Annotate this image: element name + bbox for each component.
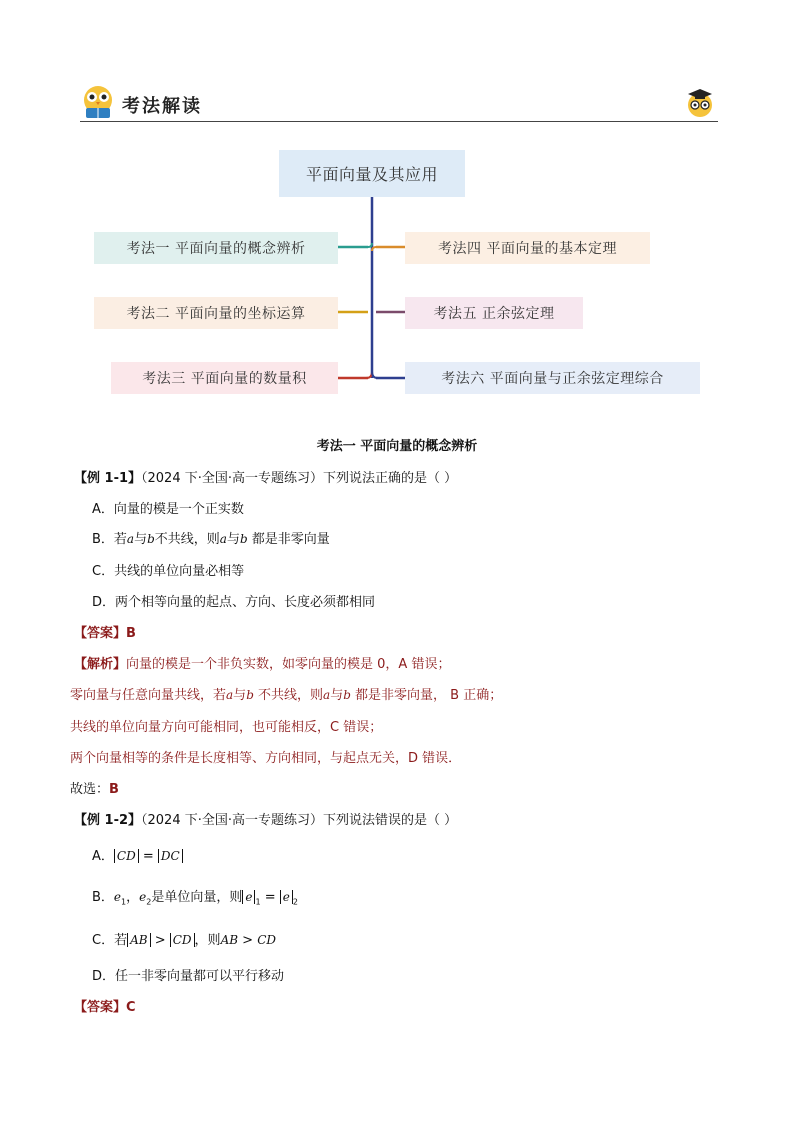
vector-e2-magnitude: e [280,890,293,904]
mindmap-branch-6: 考法六 平面向量与正余弦定理综合 [405,362,700,394]
header-title: 考法解读 [122,96,202,117]
vector-b: b [246,688,254,702]
choose-line [70,778,119,797]
vector-cd: CD [257,933,277,947]
option-c: C．若 AB > CD ，则AB > CD [92,933,277,948]
vector-b: b [343,688,351,702]
example-tag: 【例 1-1】 [74,471,142,486]
vector-b: b [239,532,248,546]
analysis-text: 与 [233,688,247,703]
section-title: 考法一 平面向量的概念辨析 [316,439,478,454]
option-c-text: ，则 [194,933,221,948]
example-1-2-heading [74,809,457,828]
analysis-text: 与 [330,688,344,703]
option-b: B．$e_1$，$e_2$是单位向量，则 e $_1$ = e $_2$ [92,890,298,907]
option-b-prefix: B．若 [92,532,127,547]
answer-value: C [126,1000,136,1015]
analysis-line-1 [74,653,450,672]
vector-a: a [323,688,331,702]
option-b [92,528,330,547]
vector-ab-magnitude: AB [127,933,150,947]
example-source: （2024 下·全国·高一专题练习）下列说法错误的是（ ） [141,813,458,828]
vector-a: a [219,532,227,546]
choose-value: B [109,782,119,797]
vector-dc-magnitude: DC [158,849,183,863]
choose-label: 故选： [70,782,110,797]
answer-line [74,622,136,641]
analysis-line-4: 两个向量相等的条件是长度相等、方向相同，与起点无关，D 错误． [70,751,462,766]
option-d: D．两个相等向量的起点、方向、长度必须都相同 [92,595,376,610]
option-b-text: 是单位向量，则 [151,890,243,905]
analysis-text: 向量的模是一个非负实数，如零向量的模是 0，A 错误； [126,657,451,672]
vector-e1-magnitude: e [242,890,255,904]
vector-e1: e [113,890,122,904]
answer-value: B [126,626,136,641]
mindmap-branch-4: 考法四 平面向量的基本定理 [405,232,650,264]
vector-a: a [126,532,135,546]
option-b-text: 不共线，则 [154,532,220,547]
mindmap-branch-5: 考法五 正余弦定理 [405,297,583,329]
vector-e2: e [139,890,147,904]
analysis-line-3: 共线的单位向量方向可能相同，也可能相反，C 错误； [70,720,383,735]
answer-label: 【答案】 [74,626,127,641]
example-1-1-heading [74,467,457,486]
option-a: A．向量的模是一个正实数 [92,502,244,517]
vector-b: b [147,532,155,546]
vector-cd-magnitude: CD [170,933,195,947]
vector-a: a [226,688,234,702]
vector-ab: AB [220,933,239,947]
option-b-text: 与 [226,532,240,547]
analysis-label: 【解析】 [74,657,127,672]
mindmap-connectors [0,0,794,420]
mindmap-root: 平面向量及其应用 [279,150,465,197]
analysis-line-2 [70,684,502,703]
option-b-text: 与 [134,532,148,547]
answer-label: 【答案】 [74,1000,127,1015]
analysis-text: 不共线，则 [258,688,324,703]
option-b-text: 都是非零向量 [251,532,330,547]
example-source: （2024 下·全国·高一专题练习）下列说法正确的是（ ） [141,471,458,486]
option-a: A． CD = DC [92,845,183,864]
option-d: D．任一非零向量都可以平行移动 [92,969,285,984]
mindmap-branch-2: 考法二 平面向量的坐标运算 [94,297,338,329]
option-c: C．共线的单位向量必相等 [92,564,245,579]
option-label: C．若 [92,933,128,948]
analysis-text: 都是非零向量， B 正确； [355,688,503,703]
mindmap-branch-1: 考法一 平面向量的概念辨析 [94,232,338,264]
example-tag: 【例 1-2】 [74,813,142,828]
answer-line [74,996,136,1015]
vector-cd-magnitude: CD [114,849,139,863]
analysis-text: 零向量与任意向量共线，若 [70,688,227,703]
option-label: B． [92,890,114,905]
option-label: A． [92,849,114,864]
mindmap-branch-3: 考法三 平面向量的数量积 [111,362,338,394]
